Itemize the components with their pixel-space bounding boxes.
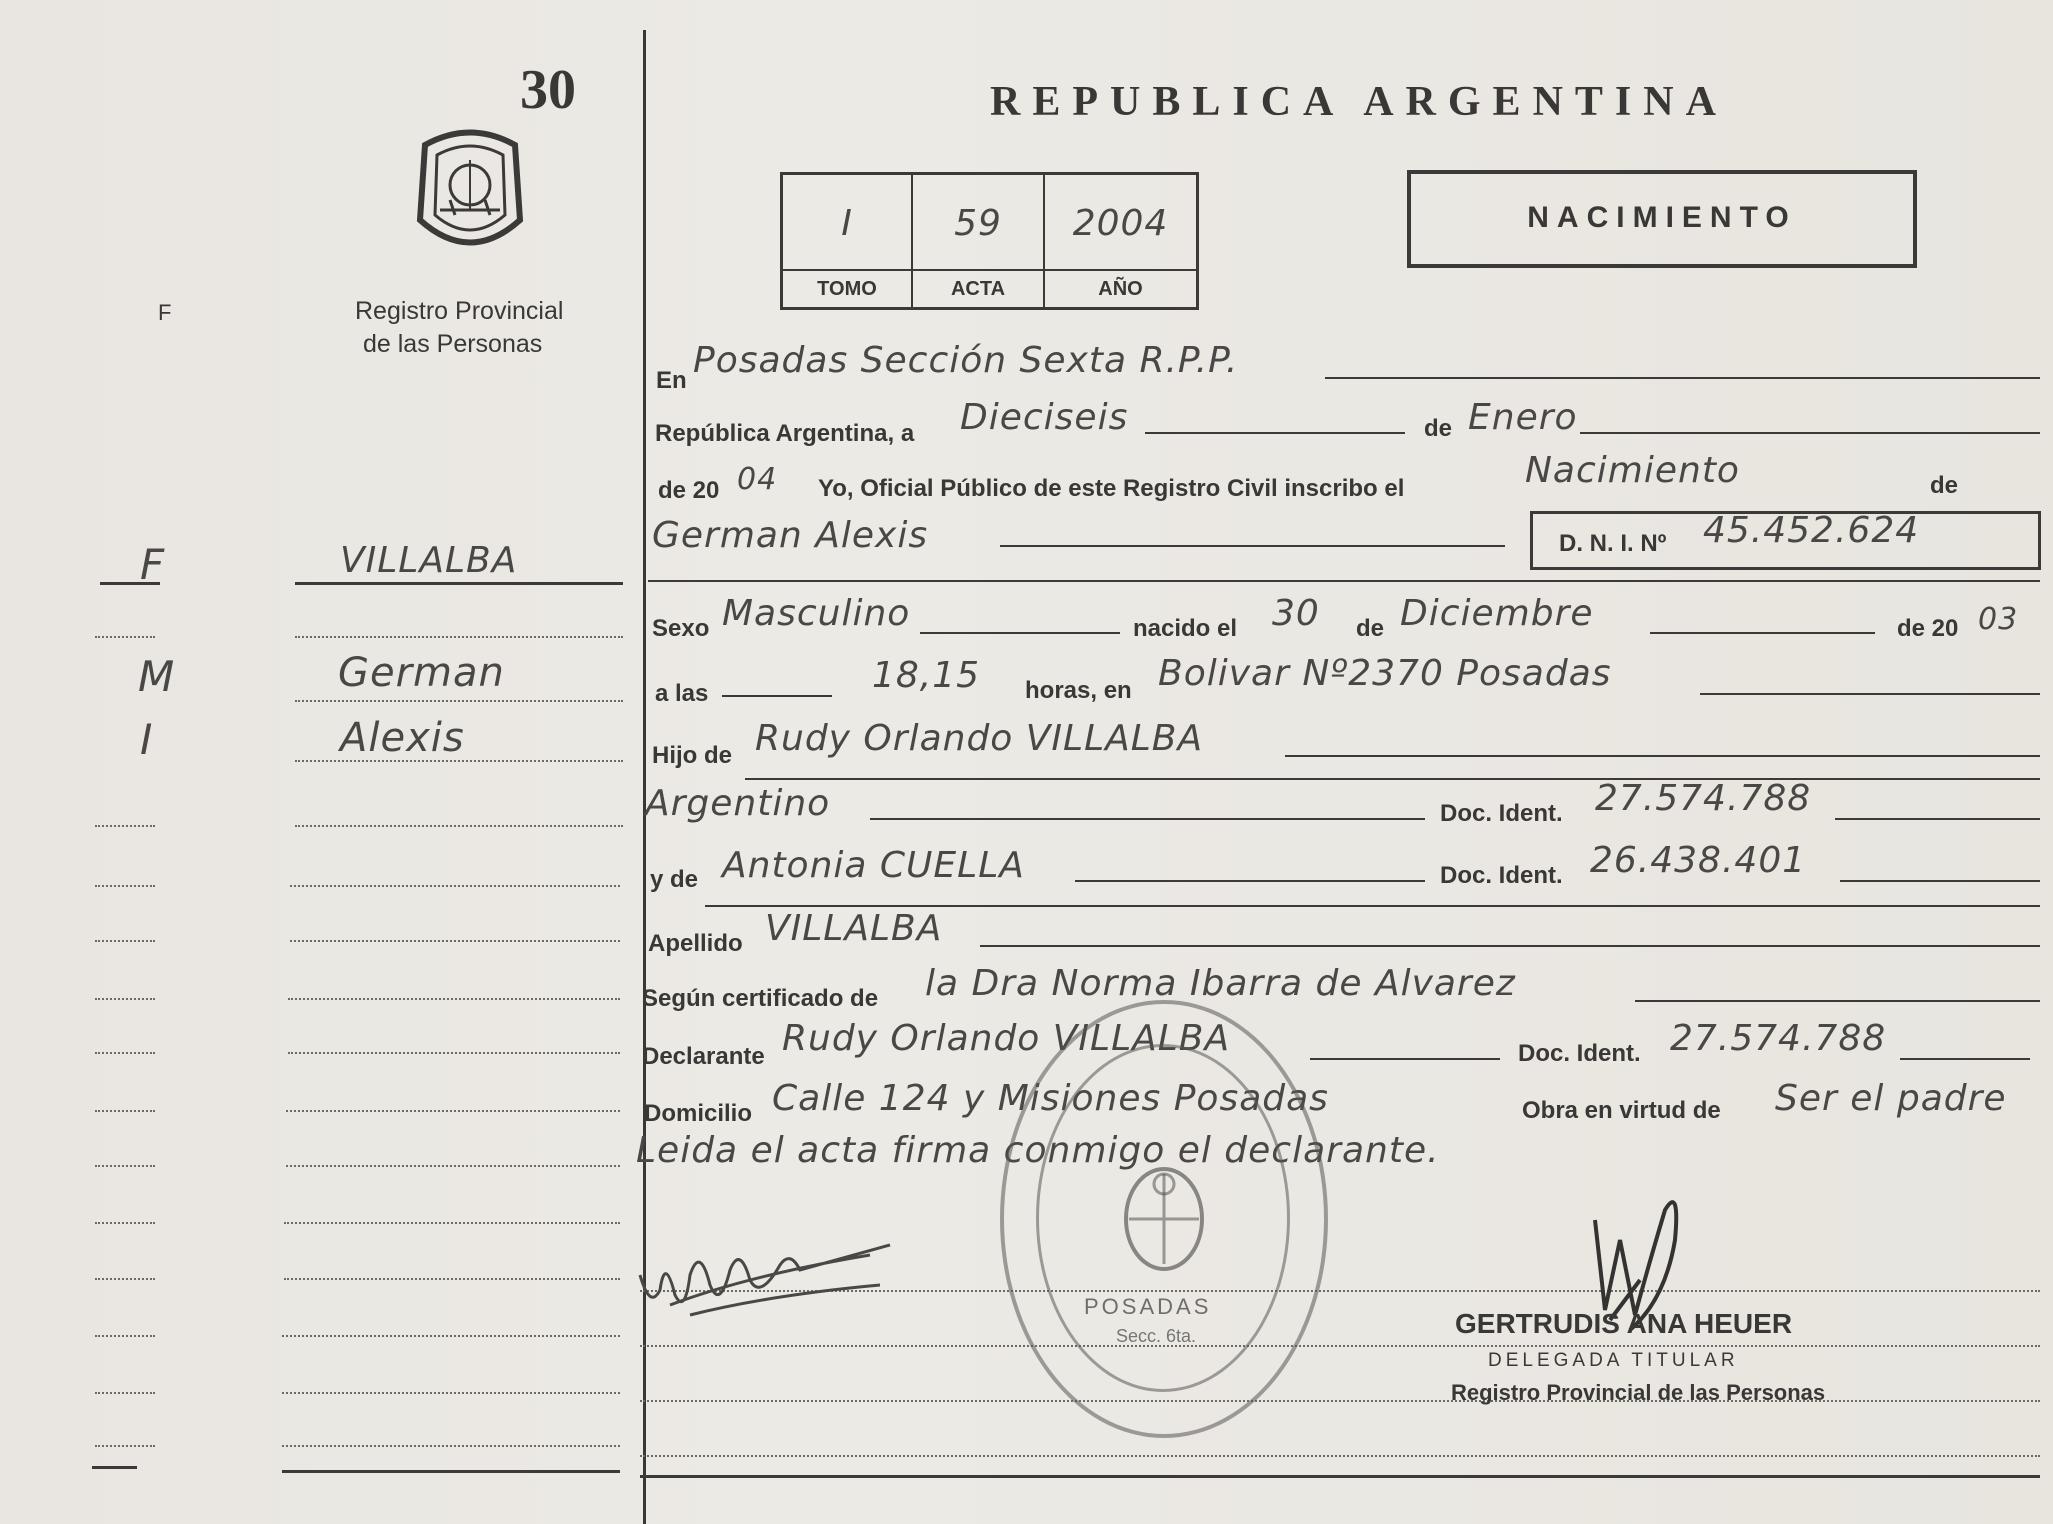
declarant-doc-label: Doc. Ident. [1518,1040,1641,1067]
form-line [1635,1000,2040,1002]
stub-margin-letter-f: F [158,300,172,325]
officer-text: Yo, Oficial Público de este Registro Civil inscribo el [818,475,1405,502]
year-suffix: 04 [737,462,778,497]
section-separator [648,580,2040,582]
stub-dotline [290,940,620,942]
born-label: nacido el [1133,615,1238,642]
stamp-section: Secc. 6ta. [1116,1326,1197,1346]
form-line [1580,432,2040,434]
form-dotline [640,1400,2040,1402]
birth-month: Diciembre [1400,593,1594,634]
address-value: Calle 124 y Misiones Posadas [772,1078,1329,1119]
stub-margin-dots [95,1222,155,1224]
mother-doc-label: Doc. Ident. [1440,862,1563,889]
official-name: GERTRUDIS ANA HEUER [1455,1308,1793,1339]
stub-margin-letter-m: M [138,652,176,701]
tomo-caption: TOMO [783,269,911,307]
stub-dotline [282,1392,620,1394]
father-nationality: Argentino [645,783,831,824]
reason-label: Obra en virtud de [1522,1097,1721,1124]
stub-margin-dots [95,885,155,887]
stub-margin-dots [95,940,155,942]
record-type: NACIMIENTO [1527,201,1797,234]
section-separator [705,905,2040,907]
stub-registry-line2: de las Personas [363,330,543,358]
stub-second-name: Alexis [340,715,465,761]
father-name: Rudy Orlando VILLALBA [755,718,1204,759]
section-separator [745,778,2040,780]
declarant-signature [630,1215,900,1325]
stub-dotline [284,1278,620,1280]
registry-box [780,172,1199,310]
stub-registry-line1: Registro Provincial [355,297,564,325]
stub-dotline [282,1445,620,1447]
stub-dotline [284,1222,620,1224]
form-line [1650,632,1875,634]
acta-caption: ACTA [913,269,1043,307]
country-title: REPUBLICA ARGENTINA [990,79,1728,125]
declarant-doc: 27.574.788 [1670,1018,1887,1059]
father-label: Hijo de [652,742,733,769]
stub-dotline [290,885,620,887]
stub-first-name: German [338,650,505,696]
form-bottom-line [640,1475,2040,1478]
stub-dotline [295,760,623,762]
declarant-name: Rudy Orlando VILLALBA [782,1018,1231,1059]
stub-dotline [295,825,623,827]
stub-margin-bottom [92,1466,137,1469]
stub-dotline [288,1052,620,1054]
form-line [1285,755,2040,757]
stub-margin-letter-f2: F [140,540,166,589]
place-value: Posadas Sección Sexta R.P.P. [693,340,1239,381]
form-dotline [640,1455,2040,1457]
stub-surname: VILLALBA [340,540,518,581]
mother-label: y de [650,866,699,893]
stub-margin-dots [95,1278,155,1280]
stub-margin-dots [95,1392,155,1394]
stub-dotline [282,1335,620,1337]
date-day: Dieciseis [960,397,1129,438]
registry-cell-acta [913,175,1045,307]
birth-year-prefix: de 20 [1897,615,1959,642]
father-doc: 27.574.788 [1595,778,1812,819]
form-line [980,945,2040,947]
hours-label: horas, en [1025,677,1132,704]
mother-name: Antonia CUELLA [722,845,1025,886]
dni-box [1530,511,2041,570]
form-dotline [640,1345,2040,1347]
stub-dotline [288,998,620,1000]
form-line [1075,880,1425,882]
date-month: Enero [1468,397,1578,438]
birth-place: Bolivar Nº2370 Posadas [1158,653,1612,694]
ano-caption: AÑO [1045,269,1196,307]
official-stamp [1000,1000,1328,1438]
form-line [1840,880,2040,882]
dni-value: 45.452.624 [1703,510,1920,551]
form-line [1835,818,2040,820]
official-office: Registro Provincial de las Personas [1451,1380,1826,1405]
stub-margin-letter-i: I [140,715,154,764]
time-label: a las [655,680,709,707]
child-name: German Alexis [652,515,929,556]
stub-dotline [286,1165,620,1167]
page-number: 30 [520,59,576,121]
registry-cell-ano [1045,175,1196,307]
acta-value: 59 [954,203,1002,244]
stub-dotline [286,1110,620,1112]
registry-cell-tomo [783,175,913,307]
form-line [920,632,1120,634]
form-line [1000,545,1505,547]
form-line [722,695,832,697]
certificate-label: Según certificado de [642,985,879,1012]
stub-margin-dots [95,825,155,827]
record-type-box [1407,170,1917,268]
tomo-value: I [841,203,853,244]
stub-dotline [295,700,623,702]
stub-dotline [295,636,623,638]
birth-day: 30 [1272,593,1320,634]
of-label: de [1930,472,1959,499]
stub-bottom-line [282,1470,620,1473]
father-doc-label: Doc. Ident. [1440,800,1563,827]
birth-de-label: de [1356,615,1385,642]
stub-line-short [100,582,160,585]
surname-label: Apellido [648,930,743,957]
form-line [1145,432,1405,434]
reason-value: Ser el padre [1775,1078,2007,1119]
stub-line [295,582,623,585]
form-line [1900,1058,2030,1060]
stub-margin-dots [95,998,155,1000]
stub-margin-dots [95,1165,155,1167]
official-title: DELEGADA TITULAR [1488,1350,1739,1371]
date-label: República Argentina, a [655,420,915,447]
dni-label: D. N. I. Nº [1559,530,1667,557]
sex-value: Masculino [722,593,911,634]
sex-label: Sexo [652,615,710,642]
stamp-city: POSADAS [1084,1294,1212,1319]
mother-doc: 26.438.401 [1590,840,1807,881]
address-label: Domicilio [644,1100,753,1127]
stub-margin-dots [95,636,155,638]
month-label: de [1424,415,1453,442]
form-line [1325,377,2040,379]
place-label: En [656,367,687,394]
year-prefix: de 20 [658,477,720,504]
act-type: Nacimiento [1525,450,1740,491]
certificate-value: la Dra Norma Ibarra de Alvarez [925,963,1516,1004]
surname-value: VILLALBA [765,908,943,949]
ano-value: 2004 [1072,203,1169,244]
provincial-seal-icon [395,115,545,265]
birth-year-suffix: 03 [1978,602,2019,637]
declarant-label: Declarante [642,1043,765,1070]
form-line [870,818,1425,820]
national-shield-icon [1109,1154,1219,1284]
stub-margin-dots [95,1052,155,1054]
birth-time: 18,15 [872,655,981,696]
stub-margin-dots [95,1445,155,1447]
stub-margin-dots [95,1335,155,1337]
form-line [1700,693,2040,695]
stub-margin-dots [95,1110,155,1112]
form-line [1310,1058,1500,1060]
closing-text: Leida el acta firma conmigo el declarante. [636,1130,1440,1171]
